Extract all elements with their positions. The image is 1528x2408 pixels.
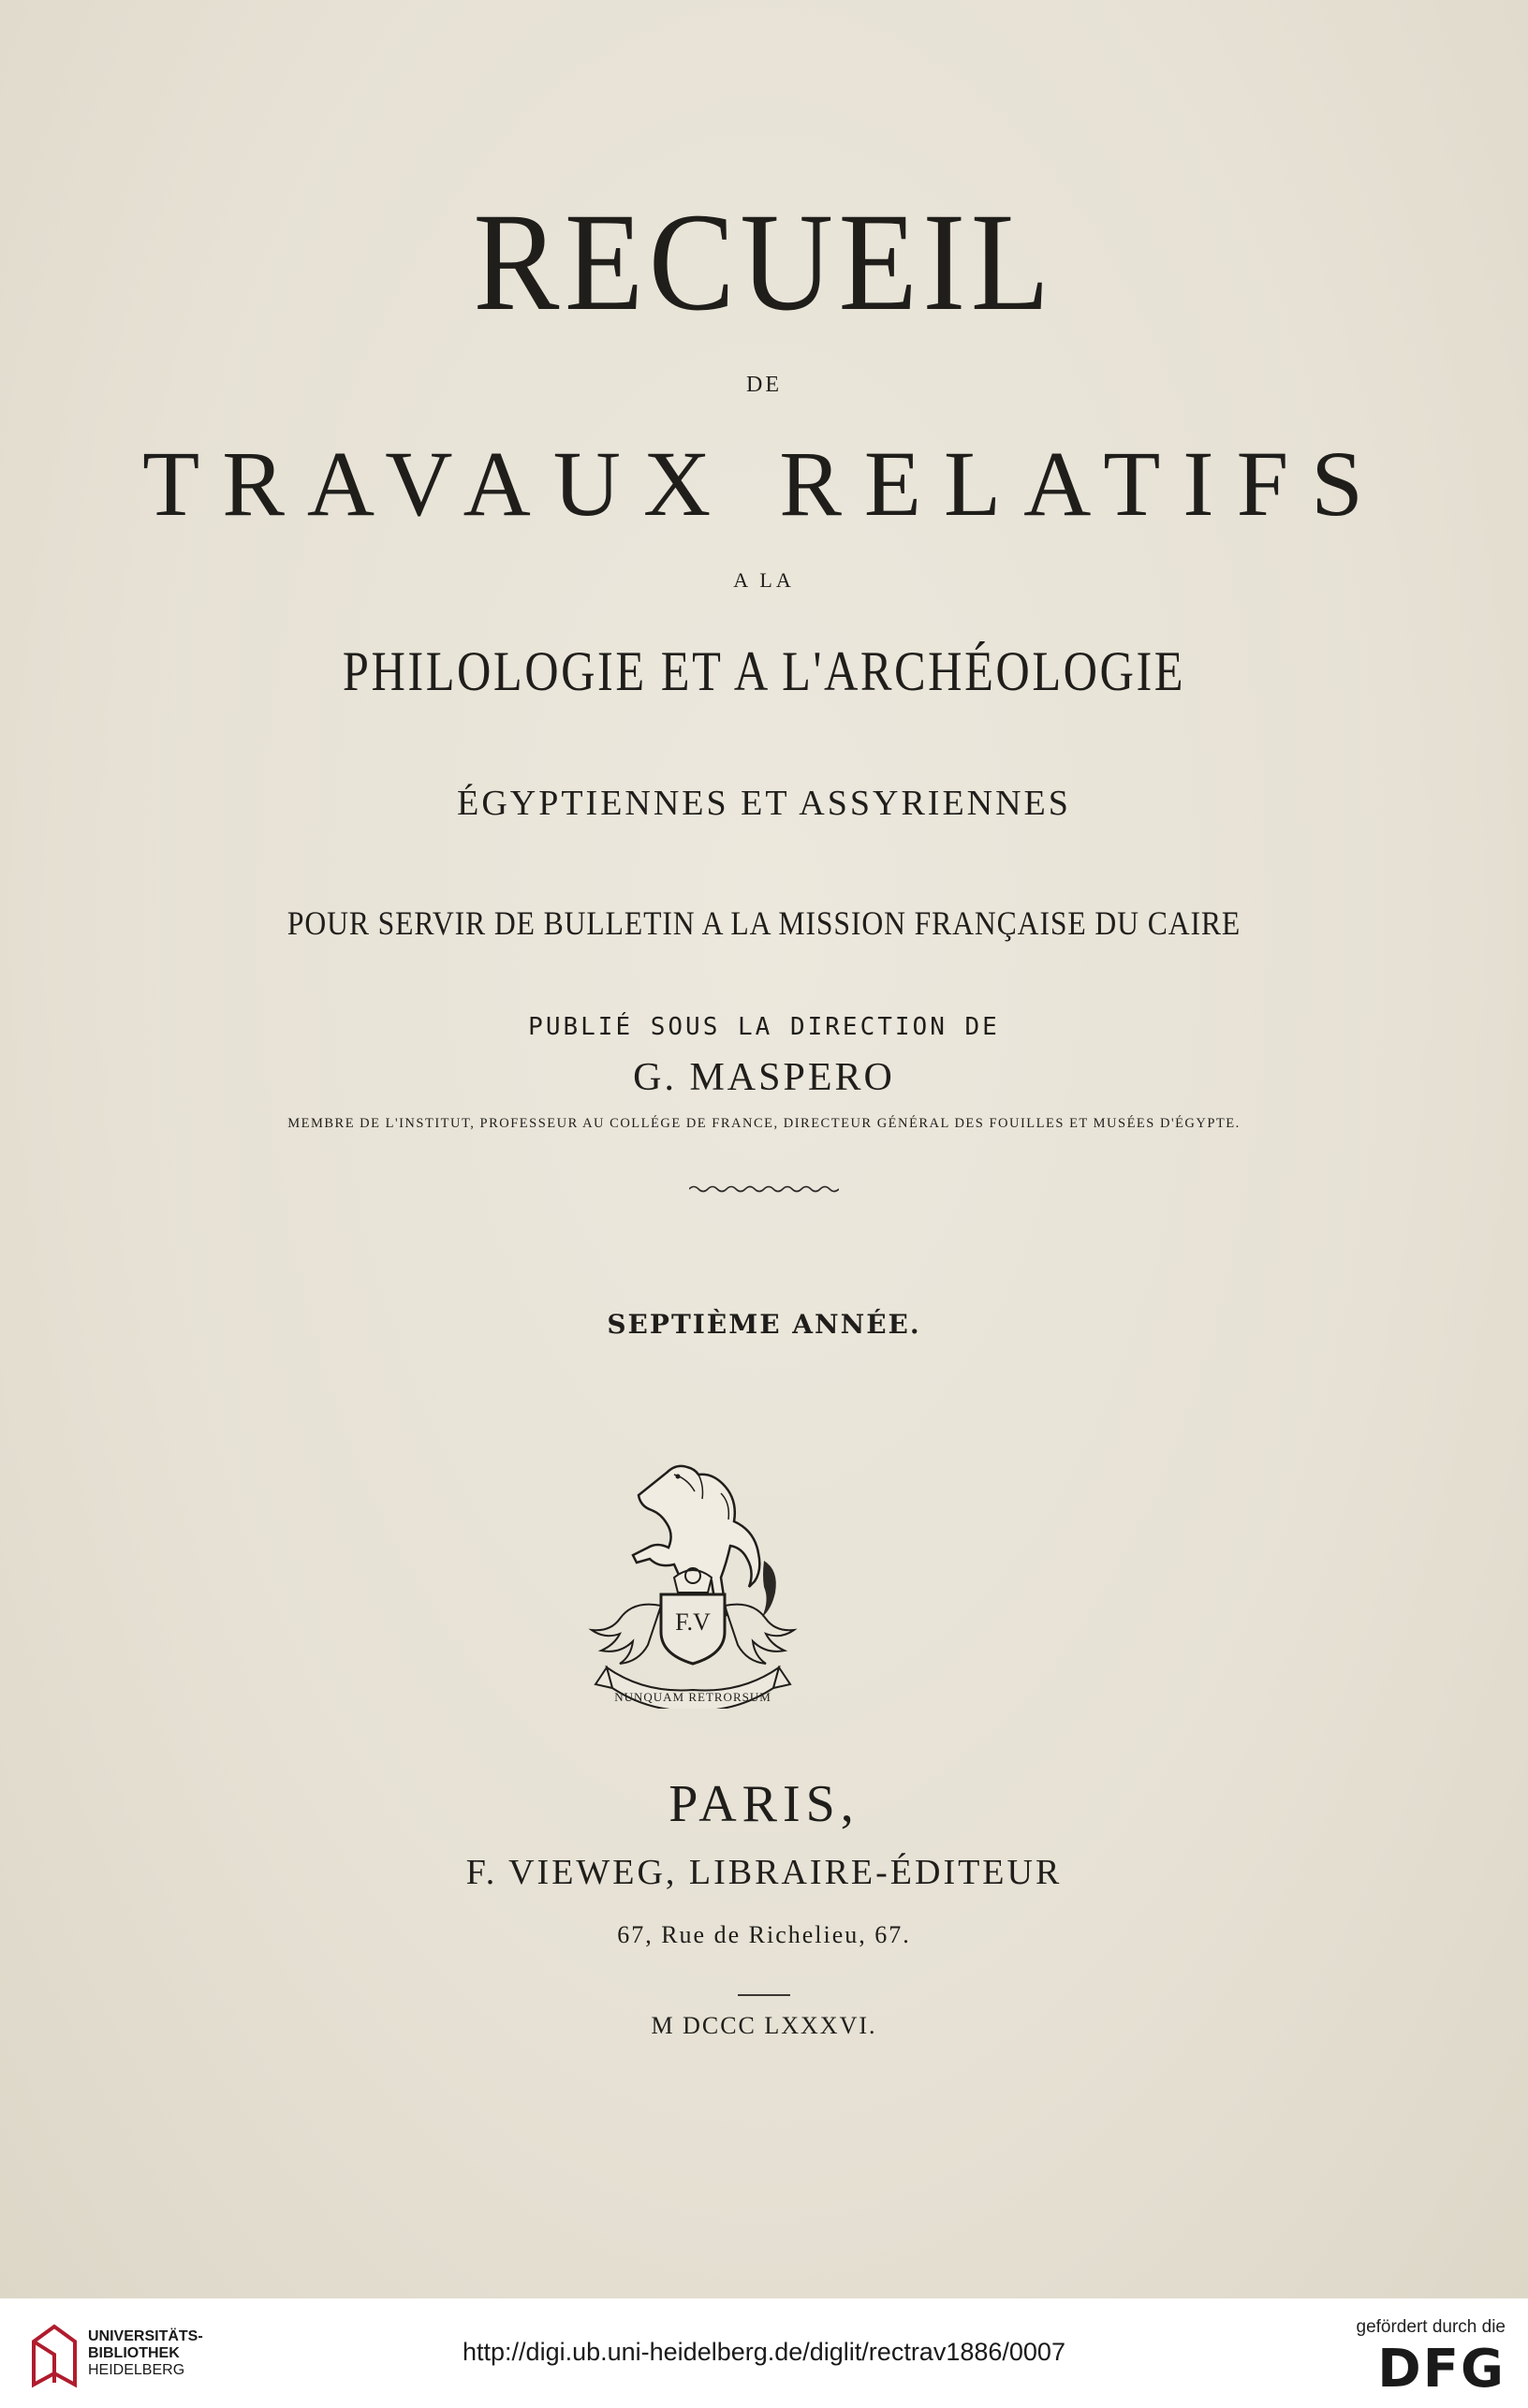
connector-a-la: A LA <box>733 568 795 592</box>
published-under-line: PUBLIÉ SOUS LA DIRECTION DE <box>528 1013 1000 1041</box>
journal-subtitle: TRAVAUX RELATIFS <box>142 432 1386 536</box>
institution-line-1: UNIVERSITÄTS- <box>88 2328 203 2344</box>
institution-line-2: BIBLIOTHEK <box>88 2345 180 2361</box>
imprint-year: M DCCC LXXXVI. <box>651 2012 877 2039</box>
regions-line: ÉGYPTIENNES ET ASSYRIENNES <box>457 784 1071 823</box>
editor-name: G. MASPERO <box>633 1056 895 1099</box>
imprint-city: PARIS, <box>668 1775 860 1833</box>
connector-de: DE <box>746 373 782 397</box>
editor-credentials: MEMBRE DE L'INSTITUT, PROFESSEUR AU COLLÉGE DE FRANCE, DIRECTEUR GÉNÉRAL DES FOUILLES ET MUSÉES D'ÉGYPTE. <box>287 1116 1241 1131</box>
emblem-monogram: F.V <box>675 1608 711 1636</box>
institution-line-3: HEIDELBERG <box>88 2362 185 2378</box>
imprint-rule <box>738 1994 790 1996</box>
publisher-horse-emblem <box>580 1456 805 1709</box>
emblem-motto: NUNQUAM RETRORSUM <box>614 1690 771 1704</box>
funding-label: gefördert durch die <box>1356 2317 1506 2337</box>
dfg-logo: DFG <box>1377 2339 1506 2400</box>
permalink-url[interactable]: http://digi.ub.uni-heidelberg.de/diglit/rectrav1886/0007 <box>463 2338 1065 2366</box>
disciplines-line: PHILOLOGIE ET A L'ARCHÉOLOGIE <box>342 640 1186 702</box>
digitization-footer <box>0 2298 1528 2408</box>
imprint-publisher: F. VIEWEG, LIBRAIRE-ÉDITEUR <box>465 1853 1063 1892</box>
journal-title: RECUEIL <box>473 184 1055 340</box>
ornamental-divider <box>689 1183 839 1195</box>
purpose-line: POUR SERVIR DE BULLETIN A LA MISSION FRANÇAISE DU CAIRE <box>286 904 1242 942</box>
volume-label: SEPTIÈME ANNÉE. <box>607 1309 921 1340</box>
imprint-address: 67, Rue de Richelieu, 67. <box>617 1921 911 1948</box>
